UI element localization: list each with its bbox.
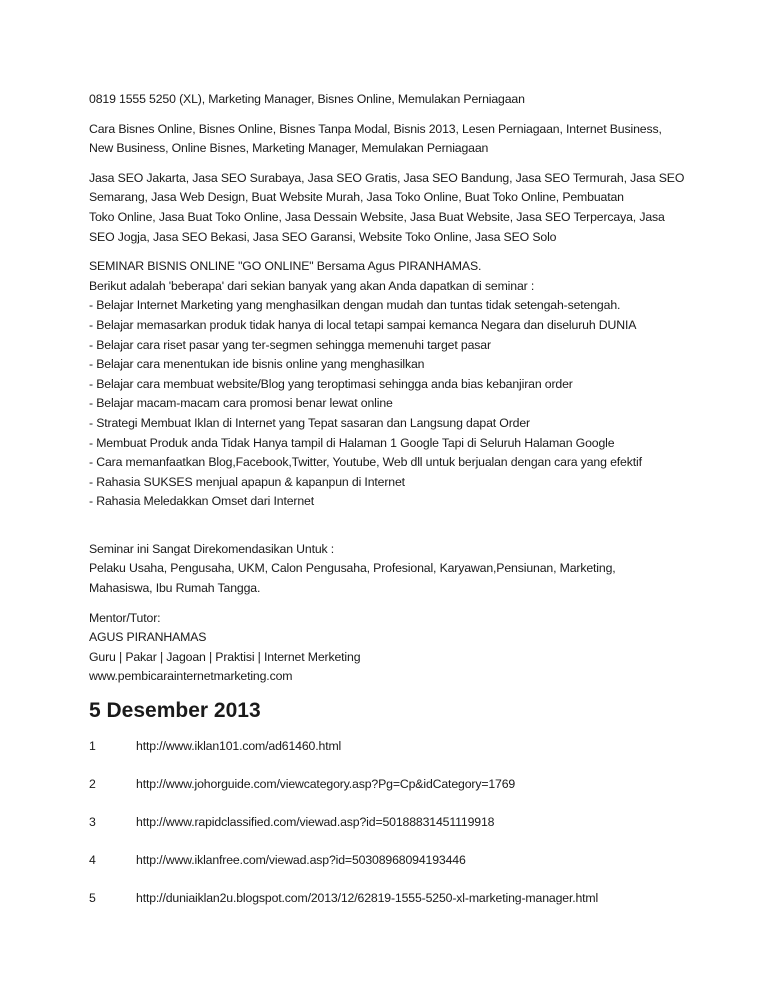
text-line: Jasa SEO Jakarta, Jasa SEO Surabaya, Jasa SEO Gratis, Jasa SEO Bandung, Jasa SEO Termurah, Jasa SEO [89, 170, 685, 185]
seminar-item: - Rahasia Meledakkan Omset dari Internet [89, 494, 315, 509]
seminar-item: - Cara memanfaatkan Blog,Facebook,Twitter, Youtube, Web dll untuk berjualan dengan cara yang efektif [89, 455, 642, 470]
date-heading: 5 Desember 2013 [89, 699, 261, 723]
text-line: Pelaku Usaha, Pengusaha, UKM, Calon Pengusaha, Profesional, Karyawan,Pensiunan, Marketing, [89, 561, 616, 576]
mentor-section [89, 609, 689, 687]
url-text: http://www.johorguide.com/viewcategory.asp?Pg=Cp&idCategory=1769 [136, 777, 516, 792]
spacer [89, 522, 689, 540]
text-line: New Business, Online Bisnes, Marketing Manager, Memulakan Perniagaan [89, 141, 489, 156]
list-number: 2 [89, 777, 96, 792]
mentor-website: www.pembicarainternetmarketing.com [89, 669, 293, 684]
seminar-item: - Belajar macam-macam cara promosi benar lewat online [89, 396, 393, 411]
seminar-item: - Belajar Internet Marketing yang menghasilkan dengan mudah dan tuntas tidak setengah-setengah. [89, 298, 621, 313]
seminar-section [89, 257, 689, 512]
document-page [89, 90, 689, 927]
list-item [89, 889, 689, 909]
seminar-item: - Belajar cara menentukan ide bisnis online yang menghasilkan [89, 357, 425, 372]
list-number: 1 [89, 739, 96, 754]
seminar-item: - Strategi Membuat Iklan di Internet yang Tepat sasaran dan Langsung dapat Order [89, 415, 530, 430]
text-line: Mahasiswa, Ibu Rumah Tangga. [89, 581, 261, 596]
seminar-item: - Belajar cara riset pasar yang ter-segmen sehingga memenuhi target pasar [89, 337, 491, 352]
list-number: 3 [89, 815, 96, 829]
recommendation-title: Seminar ini Sangat Direkomendasikan Untuk : [89, 541, 335, 556]
link-list [89, 737, 689, 909]
mentor-name: AGUS PIRANHAMAS [89, 630, 207, 645]
list-number: 4 [89, 852, 96, 867]
text-line: Semarang, Jasa Web Design, Buat Website Murah, Jasa Toko Online, Buat Toko Online, Pembuatan [89, 190, 624, 205]
text-line: Cara Bisnes Online, Bisnes Online, Bisnes Tanpa Modal, Bisnis 2013, Lesen Perniagaan, Internet Business, [89, 121, 662, 136]
list-item [89, 851, 689, 871]
phone-line: 0819 1555 5250 (XL), Marketing Manager, Bisnes Online, Memulakan Perniagaan [89, 92, 525, 106]
list-item [89, 813, 689, 833]
text-line: Toko Online, Jasa Buat Toko Online, Jasa Dessain Website, Jasa Buat Website, Jasa SEO Terpercaya, Jasa [89, 209, 665, 224]
text-line: SEO Jogja, Jasa SEO Bekasi, Jasa SEO Garansi, Website Toko Online, Jasa SEO Solo [89, 229, 557, 244]
seo-keywords-paragraph [89, 169, 689, 247]
seminar-item: - Rahasia SUKSES menjual apapun & kapanpun di Internet [89, 474, 405, 489]
url-text: http://www.rapidclassified.com/viewad.asp?id=50188831451119918 [136, 815, 495, 829]
recommendation-section [89, 540, 689, 599]
url-text: http://www.iklanfree.com/viewad.asp?id=50308968094193446 [136, 852, 466, 867]
keywords-paragraph [89, 120, 689, 159]
seminar-item: - Belajar cara membuat website/Blog yang teroptimasi sehingga anda bias kebanjiran order [89, 376, 573, 391]
mentor-roles: Guru | Pakar | Jagoan | Praktisi | Internet Merketing [89, 649, 361, 664]
seminar-title: SEMINAR BISNIS ONLINE "GO ONLINE" Bersama Agus PIRANHAMAS. [89, 259, 482, 274]
list-item [89, 737, 689, 757]
seminar-item: - Membuat Produk anda Tidak Hanya tampil di Halaman 1 Google Tapi di Seluruh Halaman Google [89, 435, 615, 450]
seminar-item: - Belajar memasarkan produk tidak hanya di local tetapi sampai kemanca Negara dan diseluruh DUNIA [89, 317, 637, 332]
seminar-intro: Berikut adalah 'beberapa' dari sekian banyak yang akan Anda dapatkan di seminar : [89, 278, 535, 293]
mentor-label: Mentor/Tutor: [89, 610, 161, 625]
list-number: 5 [89, 890, 96, 905]
list-item [89, 775, 689, 795]
url-text: http://www.iklan101.com/ad61460.html [136, 739, 342, 754]
url-text: http://duniaiklan2u.blogspot.com/2013/12/62819-1555-5250-xl-marketing-manager.html [136, 890, 599, 905]
